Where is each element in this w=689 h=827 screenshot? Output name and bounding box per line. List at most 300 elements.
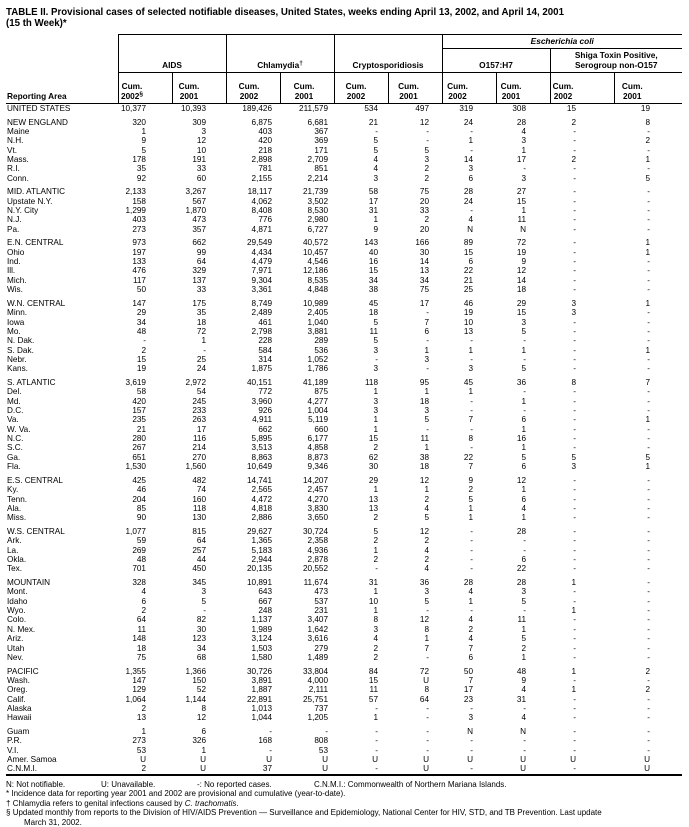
- value-cell: -: [573, 713, 577, 723]
- value-cell: 147: [132, 298, 146, 308]
- table-row: [6, 206, 682, 215]
- reporting-area-cell: Nev.: [7, 652, 24, 662]
- table-row: [6, 364, 682, 373]
- value-cell: 62: [368, 452, 379, 462]
- value-cell: -: [426, 703, 430, 713]
- value-cell: 3,124: [251, 634, 273, 644]
- table-row: [6, 164, 682, 173]
- value-cell: 2,709: [307, 154, 329, 164]
- value-cell: 5: [521, 364, 527, 374]
- value-cell: 1: [141, 727, 146, 737]
- value-cell: 5: [468, 494, 474, 504]
- reporting-area-cell: Ala.: [7, 503, 22, 513]
- value-cell: -: [647, 443, 651, 453]
- cryptosporidiosis-label: Cryptosporidiosis: [352, 59, 424, 70]
- value-cell: -: [470, 564, 474, 574]
- value-cell: 1: [424, 634, 430, 644]
- value-cell: 48: [136, 555, 146, 565]
- value-cell: 150: [192, 675, 207, 685]
- table-row: [6, 755, 682, 764]
- table-row: [6, 257, 682, 266]
- value-cell: 4,434: [251, 247, 273, 257]
- reporting-area-cell: W. Va.: [7, 424, 31, 434]
- value-cell: 1: [645, 462, 651, 472]
- value-cell: 24: [196, 364, 207, 374]
- reporting-area-cell: N. Dak.: [7, 336, 35, 346]
- value-cell: 12: [516, 266, 527, 276]
- shiga-label-line2: Serogroup non-O157: [575, 59, 658, 70]
- value-cell: -: [470, 354, 474, 364]
- value-cell: 29: [136, 308, 146, 318]
- value-cell: 13: [463, 326, 474, 336]
- value-cell: -: [647, 615, 651, 625]
- value-cell: 11: [420, 434, 430, 444]
- value-cell: -: [573, 764, 577, 774]
- value-cell: 6,681: [307, 117, 329, 127]
- reporting-area-cell: Vt.: [7, 145, 18, 155]
- value-cell: 8,873: [307, 452, 329, 462]
- aids-group-header: [118, 34, 226, 72]
- value-cell: 289: [314, 336, 329, 346]
- value-cell: -: [470, 424, 474, 434]
- legend-no-reported-cases: -: No reported cases.: [197, 779, 272, 789]
- value-cell: -: [573, 285, 577, 295]
- value-cell: 425: [132, 475, 146, 485]
- value-cell: 7: [424, 643, 430, 653]
- value-cell: 5: [424, 415, 430, 425]
- value-cell: 3,960: [251, 396, 273, 406]
- value-cell: -: [647, 326, 651, 336]
- value-cell: 3: [521, 317, 527, 327]
- value-cell: 3: [373, 173, 379, 183]
- footnote-text-continuation: March 31, 2002.: [24, 817, 82, 827]
- value-cell: 2: [424, 536, 430, 546]
- value-cell: 15: [516, 196, 527, 206]
- value-cell: -: [647, 224, 651, 234]
- value-cell: -: [573, 215, 577, 225]
- value-cell: 7: [468, 675, 474, 685]
- value-cell: -: [523, 336, 527, 346]
- reporting-area-cell: S. ATLANTIC: [7, 378, 56, 388]
- value-cell: -: [470, 606, 474, 616]
- value-cell: 24: [463, 196, 474, 206]
- value-cell: 14: [463, 154, 474, 164]
- reporting-area-cell: Tex.: [7, 564, 23, 574]
- value-cell: 1: [373, 485, 379, 495]
- value-cell: 50: [463, 666, 474, 676]
- value-cell: 19: [516, 247, 527, 257]
- value-cell: 20,552: [302, 564, 329, 574]
- value-cell: 6: [521, 415, 527, 425]
- reporting-area-cell: Kans.: [7, 364, 28, 374]
- value-cell: -: [470, 145, 474, 155]
- reporting-area-cell: Ohio: [7, 247, 25, 257]
- value-cell: 45: [463, 378, 474, 388]
- value-cell: 34: [136, 317, 146, 327]
- value-cell: 267: [132, 443, 146, 453]
- value-cell: 22: [516, 564, 527, 574]
- value-cell: 1: [571, 606, 577, 616]
- value-cell: 28: [516, 578, 527, 588]
- reporting-area-cell: Miss.: [7, 513, 27, 523]
- table-row: [6, 248, 682, 257]
- value-cell: 1,052: [307, 354, 329, 364]
- value-cell: 82: [196, 615, 207, 625]
- table-row: [6, 266, 682, 275]
- value-cell: -: [647, 396, 651, 406]
- value-cell: 326: [192, 736, 207, 746]
- value-cell: 4,062: [251, 196, 273, 206]
- value-cell: 4: [424, 564, 430, 574]
- reporting-area-cell: Md.: [7, 396, 21, 406]
- aids-label: AIDS: [162, 59, 182, 70]
- value-cell: -: [470, 336, 474, 346]
- value-cell: -: [647, 475, 651, 485]
- table-row: [6, 625, 682, 634]
- table-row: [6, 476, 682, 485]
- table-row: [6, 415, 682, 424]
- table-row: [6, 187, 682, 196]
- column-header-cum: Cum. 2002: [550, 72, 614, 103]
- value-cell: 1,530: [125, 462, 146, 472]
- value-cell: 147: [132, 675, 146, 685]
- value-cell: 6: [201, 727, 207, 737]
- table-row: [6, 197, 682, 206]
- column-header-cum: Cum. 2001: [614, 72, 682, 103]
- value-cell: 4,546: [307, 257, 329, 267]
- value-cell: 450: [192, 564, 207, 574]
- value-cell: -: [647, 694, 651, 704]
- value-cell: 3: [373, 624, 379, 634]
- value-cell: 662: [192, 238, 207, 248]
- value-cell: 4: [468, 587, 474, 597]
- value-cell: -: [375, 564, 379, 574]
- value-cell: 22: [463, 266, 474, 276]
- value-cell: 4,848: [307, 285, 329, 295]
- chlamydia-group-header: [226, 34, 334, 72]
- value-cell: 2: [373, 536, 379, 546]
- value-cell: 22: [463, 452, 474, 462]
- value-cell: 2: [571, 117, 577, 127]
- value-cell: 5,895: [251, 434, 273, 444]
- value-cell: 3: [521, 136, 527, 146]
- value-cell: -: [573, 173, 577, 183]
- value-cell: 875: [314, 387, 329, 397]
- value-cell: U: [423, 764, 430, 774]
- table-row: [6, 676, 682, 685]
- table-row: [6, 644, 682, 653]
- value-cell: 30,726: [246, 666, 273, 676]
- value-cell: 1: [521, 624, 527, 634]
- value-cell: 420: [132, 396, 146, 406]
- value-cell: 1,365: [251, 536, 273, 546]
- value-cell: 64: [136, 615, 146, 625]
- value-cell: -: [143, 336, 146, 346]
- value-cell: 25: [196, 354, 207, 364]
- chlamydia-label: Chlamydia: [257, 59, 300, 70]
- value-cell: 60: [196, 173, 207, 183]
- value-cell: -: [573, 596, 577, 606]
- value-cell: 1,137: [251, 615, 273, 625]
- footnote-marker: †: [6, 798, 11, 808]
- value-cell: 118: [192, 503, 207, 513]
- value-cell: 21: [463, 275, 474, 285]
- value-cell: 1,489: [307, 652, 329, 662]
- table-row: [6, 155, 682, 164]
- value-cell: 4: [373, 164, 379, 174]
- value-cell: 6,727: [307, 224, 329, 234]
- table-title-line2: (15 th Week)*: [6, 18, 67, 30]
- reporting-area-cell: Wyo.: [7, 606, 26, 616]
- value-cell: -: [426, 736, 430, 746]
- value-cell: -: [647, 578, 651, 588]
- value-cell: 8: [424, 624, 430, 634]
- value-cell: 20,135: [246, 564, 273, 574]
- legend-unavailable: U: Unavailable.: [101, 779, 156, 789]
- table-body: [6, 103, 682, 774]
- value-cell: -: [573, 694, 577, 704]
- value-cell: 4: [468, 215, 474, 225]
- table-row: [6, 308, 682, 317]
- value-cell: 7: [468, 643, 474, 653]
- value-cell: 1: [521, 345, 527, 355]
- column-header-cum: Cum. 2001: [496, 72, 550, 103]
- value-cell: 4: [468, 615, 474, 625]
- value-cell: U: [266, 755, 273, 765]
- value-cell: 99: [196, 247, 207, 257]
- value-cell: 36: [516, 378, 527, 388]
- value-cell: 270: [192, 452, 207, 462]
- value-cell: 11: [517, 215, 527, 225]
- value-cell: 2,111: [308, 685, 329, 695]
- value-cell: 461: [258, 317, 273, 327]
- value-cell: -: [573, 354, 577, 364]
- value-cell: 2: [141, 345, 146, 355]
- reporting-area-cell: La.: [7, 545, 19, 555]
- value-cell: -: [647, 536, 651, 546]
- value-cell: -: [573, 736, 577, 746]
- value-cell: 6: [468, 173, 474, 183]
- value-cell: 52: [196, 685, 207, 695]
- value-cell: 6: [521, 462, 527, 472]
- value-cell: -: [573, 247, 577, 257]
- value-cell: 6: [468, 257, 474, 267]
- value-cell: 973: [132, 238, 146, 248]
- reporting-area-cell: S. Dak.: [7, 345, 34, 355]
- value-cell: 2: [141, 606, 146, 616]
- reporting-area-cell: Idaho: [7, 596, 28, 606]
- value-cell: 8: [424, 685, 430, 695]
- value-cell: 328: [132, 578, 146, 588]
- value-cell: 34: [196, 643, 207, 653]
- value-cell: 772: [258, 387, 273, 397]
- value-cell: 3,513: [251, 443, 273, 453]
- value-cell: 228: [258, 336, 273, 346]
- footnote-marker: *: [6, 789, 10, 799]
- value-cell: 5: [645, 452, 651, 462]
- value-cell: 320: [132, 117, 146, 127]
- value-cell: 28: [516, 117, 527, 127]
- value-cell: 204: [132, 494, 146, 504]
- value-cell: 1: [571, 666, 577, 676]
- value-cell: -: [573, 475, 577, 485]
- value-cell: 1: [468, 513, 474, 523]
- value-cell: 4,911: [252, 415, 273, 425]
- value-cell: -: [647, 634, 651, 644]
- table-row: [6, 225, 682, 234]
- value-cell: 3: [424, 406, 430, 416]
- reporting-area-cell: Mont.: [7, 587, 28, 597]
- value-cell: 5: [373, 145, 379, 155]
- value-cell: -: [426, 136, 430, 146]
- table-row: [6, 597, 682, 606]
- value-cell: -: [470, 126, 474, 136]
- value-cell: 2: [424, 173, 430, 183]
- value-cell: -: [647, 713, 651, 723]
- reporting-area-cell: NEW ENGLAND: [7, 117, 68, 127]
- table-row: [6, 746, 682, 755]
- value-cell: 33: [419, 206, 430, 216]
- value-cell: 2,457: [307, 485, 329, 495]
- value-cell: 171: [314, 145, 329, 155]
- value-cell: 22,891: [246, 694, 273, 704]
- reporting-area-cell: E.S. CENTRAL: [7, 475, 63, 485]
- value-cell: -: [573, 196, 577, 206]
- value-cell: 314: [258, 354, 273, 364]
- value-cell: -: [375, 354, 379, 364]
- value-cell: 8: [468, 434, 474, 444]
- value-cell: 14: [516, 275, 527, 285]
- value-cell: -: [647, 503, 651, 513]
- column-header-cum: Cum. 2002§: [118, 72, 172, 103]
- value-cell: 2: [571, 154, 577, 164]
- value-cell: 269: [132, 545, 146, 555]
- reporting-area-cell: Pa.: [7, 224, 20, 234]
- value-cell: 68: [196, 652, 207, 662]
- value-cell: 4,871: [251, 224, 273, 234]
- value-cell: -: [573, 164, 577, 174]
- table-row: [6, 443, 682, 452]
- value-cell: 2: [645, 666, 651, 676]
- value-cell: 357: [192, 224, 207, 234]
- value-cell: -: [573, 238, 577, 248]
- value-cell: 273: [132, 736, 146, 746]
- value-cell: -: [470, 406, 474, 416]
- value-cell: 2: [141, 764, 146, 774]
- value-cell: 9: [468, 475, 474, 485]
- value-cell: 5: [645, 173, 651, 183]
- value-cell: 4,818: [251, 503, 273, 513]
- value-cell: 2,155: [251, 173, 273, 183]
- value-cell: 2: [373, 643, 379, 653]
- value-cell: 3,267: [185, 187, 207, 197]
- value-cell: -: [573, 643, 577, 653]
- value-cell: 36: [419, 578, 430, 588]
- value-cell: 12: [516, 475, 527, 485]
- reporting-area-cell: Maine: [7, 126, 30, 136]
- value-cell: 3,616: [307, 634, 329, 644]
- table-row: [6, 215, 682, 224]
- value-cell: U: [372, 755, 379, 765]
- footnote-italic-text: C. trachomatis: [184, 798, 237, 808]
- value-cell: -: [647, 266, 651, 276]
- value-cell: 6: [521, 494, 527, 504]
- value-cell: U: [140, 755, 146, 765]
- notifiable-diseases-table: [6, 34, 682, 776]
- value-cell: 3,891: [251, 675, 273, 685]
- value-cell: 9,304: [251, 275, 273, 285]
- value-cell: -: [573, 634, 577, 644]
- value-cell: 273: [132, 224, 146, 234]
- value-cell: -: [523, 545, 527, 555]
- value-cell: U: [520, 755, 527, 765]
- value-cell: 7: [645, 378, 651, 388]
- value-cell: 1: [373, 387, 379, 397]
- value-cell: 1: [201, 336, 207, 346]
- value-cell: 1: [424, 443, 430, 453]
- value-cell: 4,858: [307, 443, 329, 453]
- shiga-label-line1: Shiga Toxin Positive,: [574, 50, 658, 61]
- value-cell: -: [573, 434, 577, 444]
- value-cell: U: [423, 675, 430, 685]
- value-cell: 12: [419, 475, 430, 485]
- table-row: [6, 406, 682, 415]
- value-cell: 12: [419, 117, 430, 127]
- value-cell: 9: [521, 675, 527, 685]
- value-cell: 41,189: [302, 378, 329, 388]
- value-cell: 48: [516, 666, 527, 676]
- value-cell: U: [644, 755, 651, 765]
- value-cell: 5: [571, 452, 577, 462]
- value-cell: -: [647, 513, 651, 523]
- value-cell: 3: [373, 364, 379, 374]
- value-cell: 9: [521, 257, 527, 267]
- value-cell: 18: [419, 396, 430, 406]
- value-cell: 2,133: [125, 187, 146, 197]
- table-row: [6, 527, 682, 536]
- value-cell: 482: [192, 475, 207, 485]
- reporting-area-cell: Upstate N.Y.: [7, 196, 53, 206]
- value-cell: 662: [258, 424, 273, 434]
- value-cell: 57: [368, 694, 379, 704]
- value-cell: -: [470, 443, 474, 453]
- reporting-area-cell: W.N. CENTRAL: [7, 298, 66, 308]
- value-cell: 92: [136, 173, 146, 183]
- value-cell: -: [573, 503, 577, 513]
- value-cell: 218: [258, 145, 273, 155]
- table-row: [6, 504, 682, 513]
- reporting-area-cell: Mich.: [7, 275, 27, 285]
- value-cell: 4: [468, 634, 474, 644]
- value-cell: 175: [192, 298, 207, 308]
- value-cell: 18: [368, 308, 379, 318]
- value-cell: 1,299: [125, 206, 146, 216]
- table-row: [6, 378, 682, 387]
- value-cell: 5: [424, 145, 430, 155]
- value-cell: 4,277: [307, 396, 329, 406]
- value-cell: 8: [201, 703, 207, 713]
- value-cell: 75: [136, 652, 146, 662]
- value-cell: 2,878: [307, 555, 329, 565]
- value-cell: 3: [424, 354, 430, 364]
- value-cell: 3: [521, 173, 527, 183]
- table-row: [6, 318, 682, 327]
- value-cell: 6,875: [251, 117, 273, 127]
- value-cell: -: [426, 727, 430, 737]
- value-cell: 8,530: [307, 206, 329, 216]
- table-row: [6, 327, 682, 336]
- value-cell: -: [647, 317, 651, 327]
